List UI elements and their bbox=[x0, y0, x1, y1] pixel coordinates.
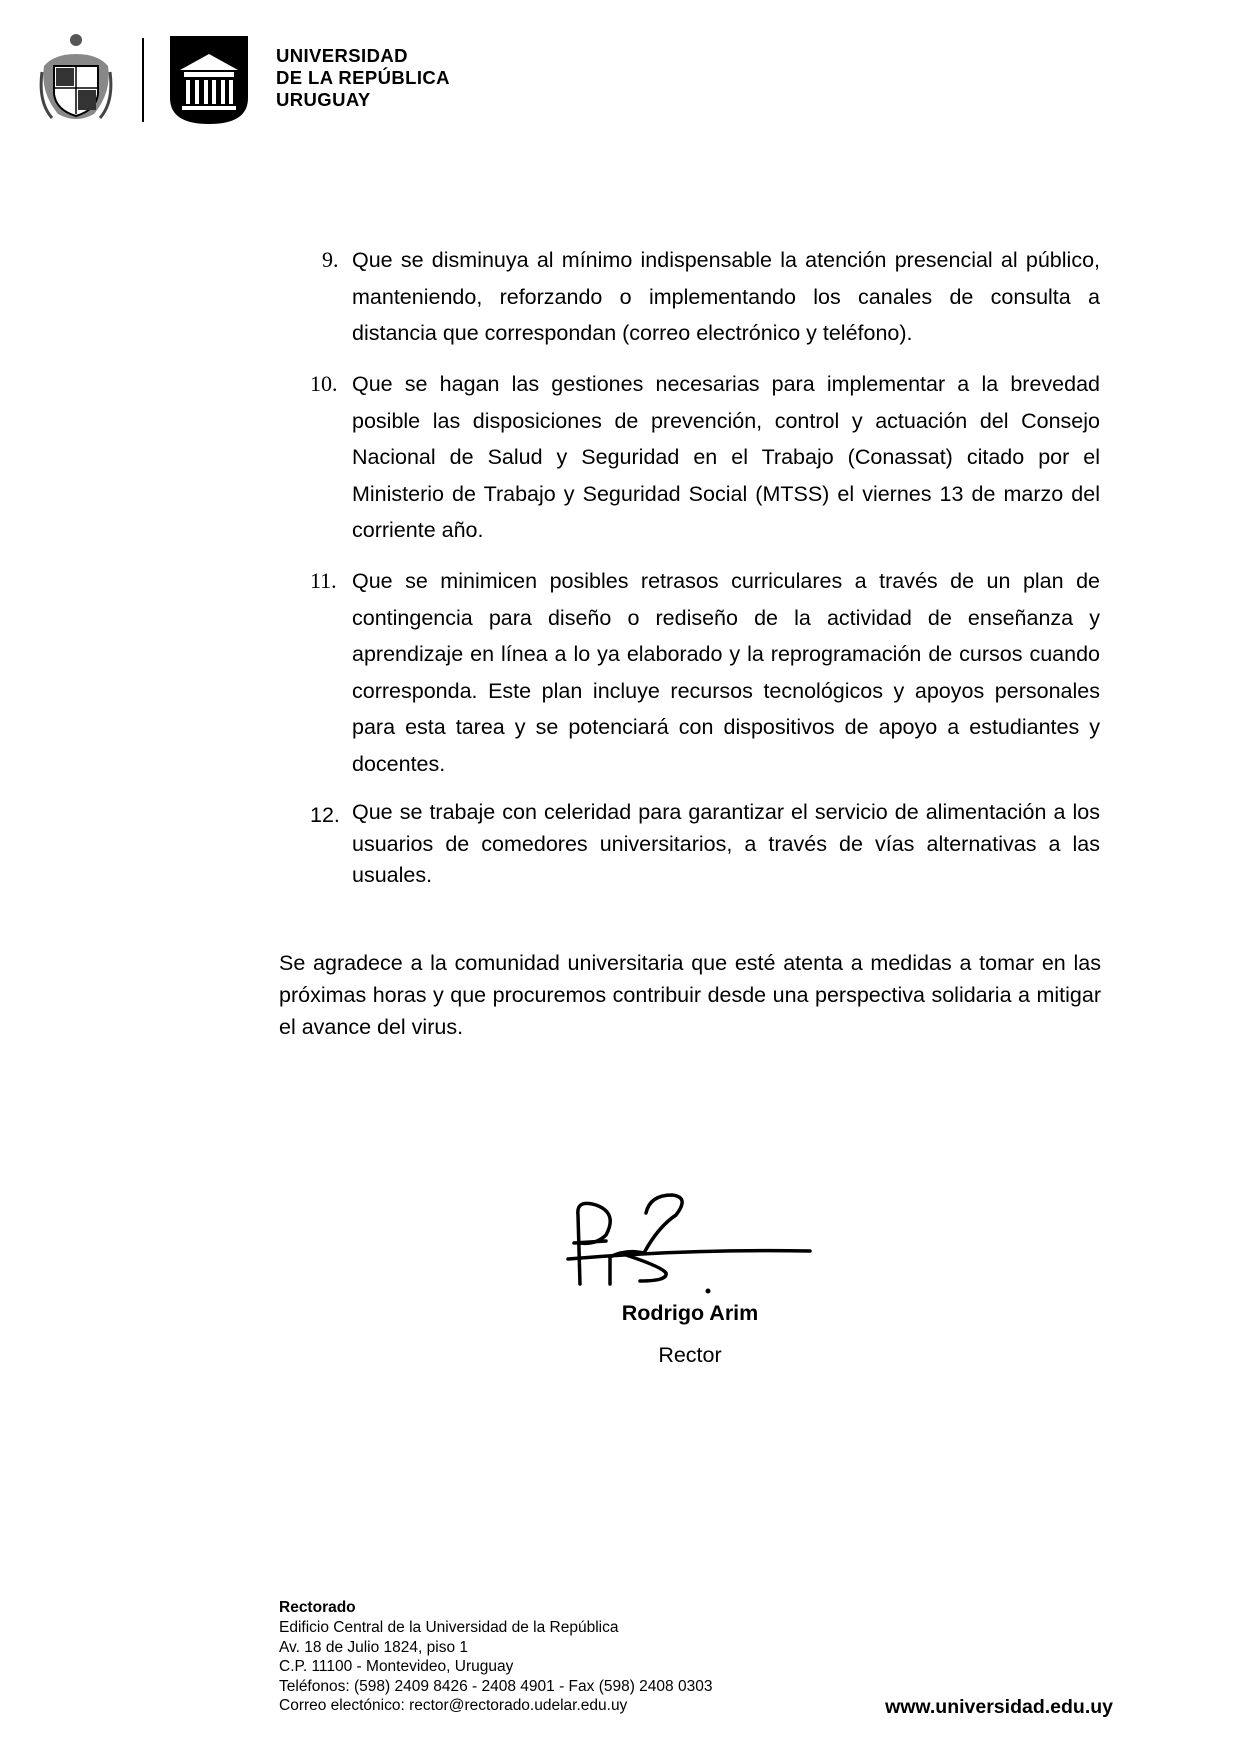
closing-paragraph: Se agradece a la comunidad universitaria que esté atenta a medidas a tomar en las próximas horas y que procuremos contribuir desde una perspectiva solidaria a mitigar el avance del virus. bbox=[279, 951, 1101, 1039]
footer-address-line: Av. 18 de Julio 1824, piso 1 bbox=[279, 1639, 469, 1656]
list-item-text: Que se minimicen posibles retrasos curriculares a través de un plan de contingencia para diseño o rediseño de la actividad de enseñanza y aprendizaje en línea a lo ya elaborado y la reprogramación de cursos cuando corresponda. Este plan incluye recursos tecnológicos y apoyos personales para esta tarea y se potenciará con dispositivos de apoyo a estudiantes y docentes. bbox=[352, 569, 1100, 776]
signatory-name: Rodrigo Arim bbox=[621, 1301, 759, 1325]
footer-address-line: C.P. 11100 - Montevideo, Uruguay bbox=[279, 1658, 514, 1675]
list-item bbox=[310, 366, 1100, 549]
list-item-text: Que se hagan las gestiones necesarias para implementar a la brevedad posible las disposiciones de prevención, control y actuación del Consejo Nacional de Salud y Seguridad en el Trabajo (Conassat) citado por el Ministerio de Trabajo y Seguridad Social (MTSS) el viernes 13 de marzo del corriente año. bbox=[352, 372, 1100, 542]
website-link[interactable]: www.universidad.edu.uy bbox=[885, 1696, 1113, 1718]
university-name-line-3: URUGUAY bbox=[276, 89, 371, 110]
coat-of-arms-logo bbox=[38, 32, 114, 124]
list-item-number: 12. bbox=[310, 803, 340, 827]
handwritten-signature bbox=[566, 1187, 818, 1295]
list-item bbox=[310, 563, 1100, 782]
footer-address-line: Edificio Central de la Universidad de la República bbox=[279, 1619, 619, 1636]
university-building-logo bbox=[170, 36, 248, 124]
footer-title: Rectorado bbox=[279, 1599, 356, 1616]
list-item bbox=[322, 242, 1100, 352]
list-item-number: 11. bbox=[310, 568, 337, 593]
footer-phones: Teléfonos: (598) 2409 8426 - 2408 4901 - Fax (598) 2408 0303 bbox=[279, 1678, 713, 1695]
list-item-text: Que se disminuya al mínimo indispensable la atención presencial al público, manteniendo, reforzando o implementando los canales de consulta a distancia que correspondan (correo electrónico y teléfono). bbox=[352, 248, 1100, 345]
university-name-line-1: UNIVERSIDAD bbox=[276, 45, 408, 66]
list-item-text: Que se trabaje con celeridad para garantizar el servicio de alimentación a los usuarios de comedores universitarios, a través de vías alternativas a las usuales. bbox=[352, 800, 1100, 887]
footer-email: Correo electónico: rector@rectorado.udelar.edu.uy bbox=[279, 1697, 628, 1714]
university-name-line-2: DE LA REPÚBLICA bbox=[276, 67, 450, 88]
list-item-number: 9. bbox=[322, 247, 339, 272]
header-divider bbox=[142, 38, 144, 122]
list-item-number: 10. bbox=[310, 371, 338, 396]
signatory-role: Rector bbox=[658, 1343, 722, 1367]
list-item bbox=[310, 797, 1100, 892]
